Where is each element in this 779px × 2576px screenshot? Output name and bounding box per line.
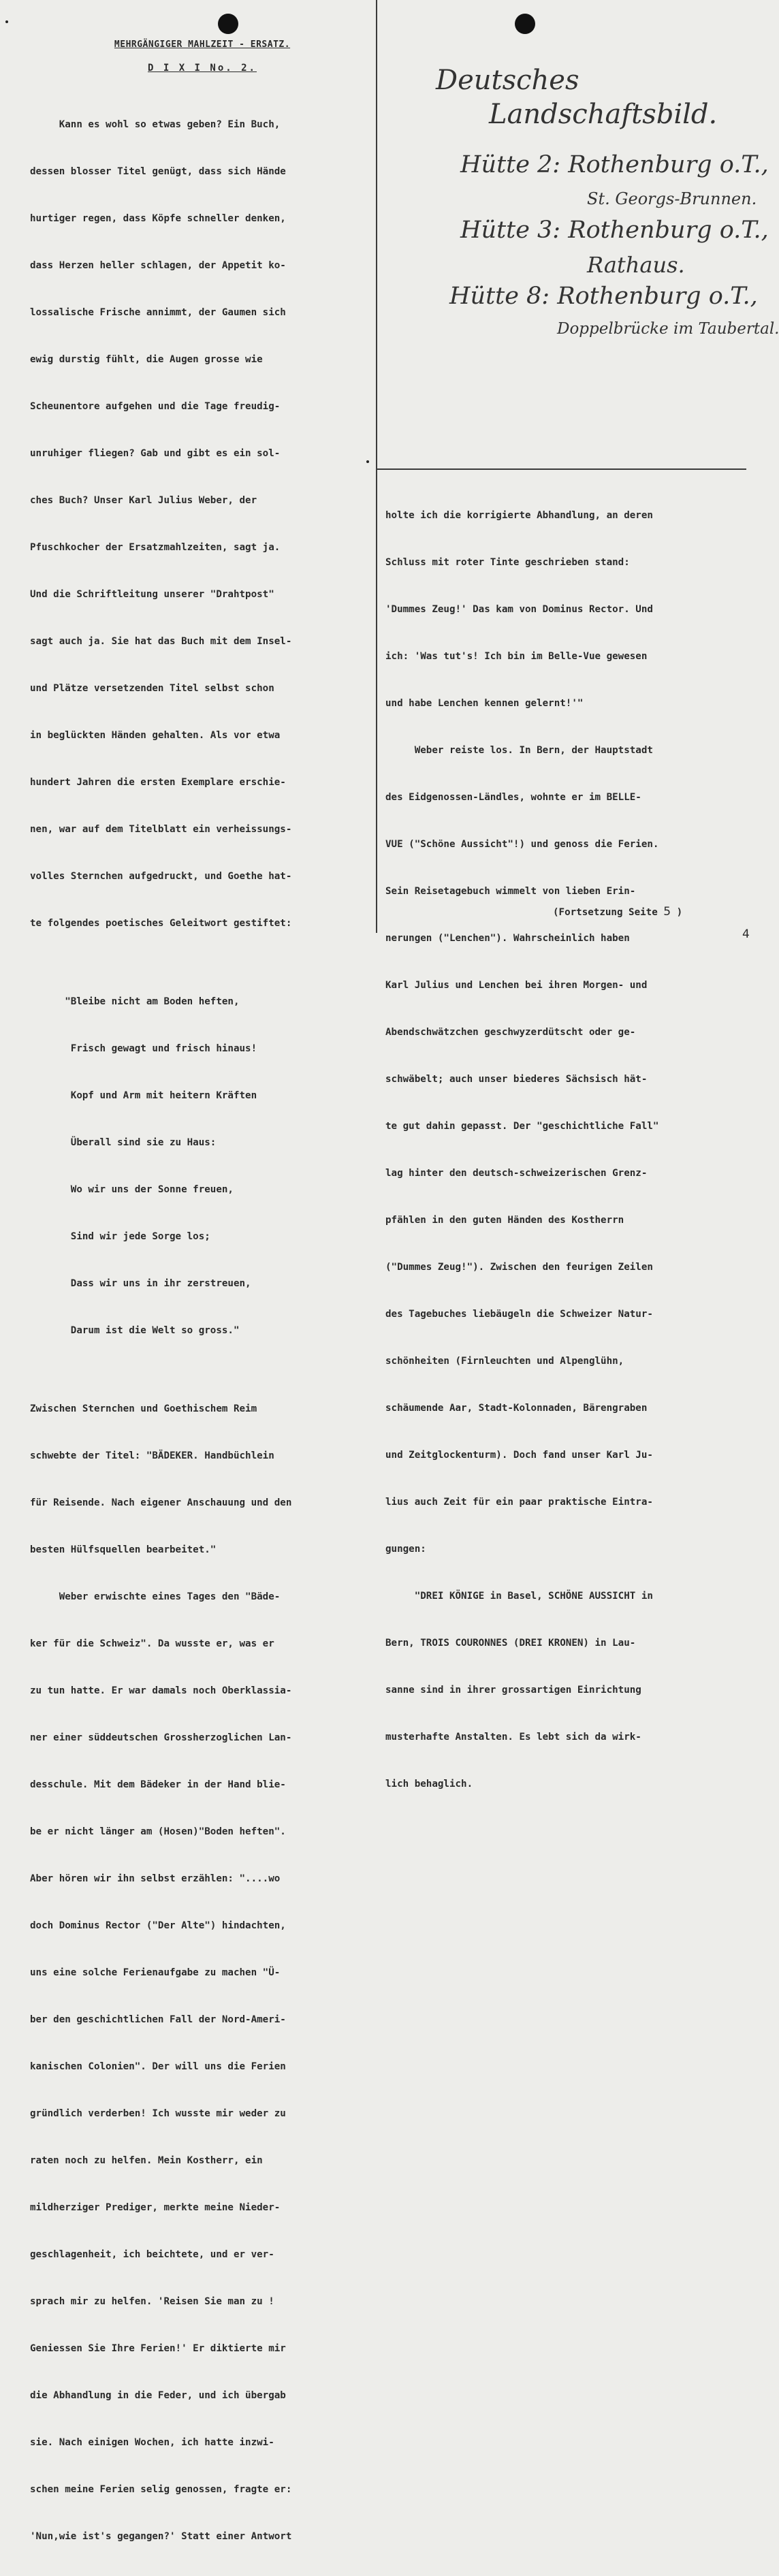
text-line: holte ich die korrigierte Abhandlung, an deren (385, 510, 653, 521)
text-line: uns eine solche Ferienaufgabe zu machen "Ü- (30, 1967, 281, 1978)
poem-line: Sind wir jede Sorge los; (30, 1231, 210, 1242)
punch-hole-left (218, 14, 238, 34)
text-line: lius auch Zeit für ein paar praktische Eintra- (385, 1497, 653, 1508)
text-line: nerungen ("Lenchen"). Wahrscheinlich haben (385, 933, 630, 944)
poem-line: Darum ist die Welt so gross." (30, 1325, 240, 1336)
text-line: ches Buch? Unser Karl Julius Weber, der (30, 495, 257, 506)
text-line: dass Herzen heller schlagen, der Appetit ko- (30, 260, 286, 271)
text-line: Scheunentore aufgehen und die Tage freudig- (30, 401, 281, 412)
article-title: MEHRGÄNGIGER MAHLZEIT - ERSATZ. (114, 39, 291, 50)
text-line: sagt auch ja. Sie hat das Buch mit dem Insel- (30, 636, 292, 647)
ink-speck (5, 20, 8, 23)
text-line: schönheiten (Firnleuchten und Alpenglühn, (385, 1356, 624, 1367)
text-line: Bern, TROIS COURONNES (DREI KRONEN) in Lau- (385, 1638, 636, 1649)
vertical-divider (376, 0, 377, 933)
poem-line: Dass wir uns in ihr zerstreuen, (30, 1278, 251, 1289)
text-line: "DREI KÖNIGE in Basel, SCHÖNE AUSSICHT in (385, 1591, 653, 1602)
handwritten-hut3-line2: Rathaus. (587, 252, 685, 278)
text-line: ber den geschichtlichen Fall der Nord-Ameri- (30, 2014, 286, 2025)
handwritten-heading-1: Deutsches (436, 65, 579, 96)
text-line: für Reisende. Nach eigener Anschauung und den (30, 1497, 292, 1508)
text-line: sprach mir zu helfen. 'Reisen Sie man zu ! (30, 2296, 274, 2307)
text-line: und habe Lenchen kennen gelernt!'" (385, 698, 584, 709)
text-line: mildherziger Prediger, merkte meine Nieder- (30, 2202, 281, 2213)
continued-close: ) (671, 907, 683, 918)
right-column (385, 477, 745, 1824)
continued-text: (Fortsetzung Seite (553, 907, 664, 918)
right-text-block (385, 477, 745, 1824)
text-line: dessen blosser Titel genügt, dass sich Hände (30, 166, 286, 177)
text-line: be er nicht länger am (Hosen)"Boden heften". (30, 1826, 286, 1837)
poem-line: "Bleibe nicht am Boden heften, (30, 996, 240, 1007)
text-line: desschule. Mit dem Bädeker in der Hand blie- (30, 1779, 286, 1790)
continued-page-number: 5 (663, 905, 671, 919)
text-line: 'Dummes Zeug!' Das kam von Dominus Rector. Und (385, 604, 653, 615)
text-line: geschlagenheit, ich beichtete, und er ver- (30, 2249, 274, 2260)
text-line: ner einer süddeutschen Grossherzoglichen Lan- (30, 1732, 292, 1743)
text-line: ker für die Schweiz". Da wusste er, was er (30, 1638, 274, 1649)
continued-note (553, 905, 682, 919)
text-line: hundert Jahren die ersten Exemplare erschie- (30, 777, 286, 788)
handwritten-hut2-line1: Hütte 2: Rothenburg o.T., (460, 151, 769, 178)
handwritten-hut8-line2: Doppelbrücke im Taubertal. (557, 320, 779, 338)
text-line: schwäbelt; auch unser biederes Sächsisch hät- (385, 1074, 648, 1085)
text-line: volles Sternchen aufgedruckt, und Goethe hat- (30, 871, 292, 882)
text-line: gungen: (385, 1544, 426, 1555)
handwritten-hut2-line2: St. Georgs-Brunnen. (587, 189, 757, 208)
page-number: 4 (742, 927, 750, 941)
text-line: Aber hören wir ihn selbst erzählen: "....wo (30, 1873, 281, 1884)
text-line: te gut dahin gepasst. Der "geschichtliche Fall" (385, 1121, 659, 1132)
text-line: ("Dummes Zeug!"). Zwischen den feurigen Zeilen (385, 1262, 653, 1273)
punch-hole-right (515, 14, 535, 34)
text-line: schwebte der Titel: "BÄDEKER. Handbüchlein (30, 1450, 274, 1461)
text-line: die Abhandlung in die Feder, und ich übergab (30, 2390, 286, 2401)
text-line: und Plätze versetzenden Titel selbst schon (30, 683, 274, 694)
text-line: Weber erwischte eines Tages den "Bäde- (30, 1591, 281, 1602)
text-line: Weber reiste los. In Bern, der Hauptstadt (385, 745, 653, 756)
text-line: kanischen Colonien". Der will uns die Ferien (30, 2061, 286, 2072)
text-line: unruhiger fliegen? Gab und gibt es ein sol- (30, 448, 281, 459)
text-line: lag hinter den deutsch-schweizerischen Grenz- (385, 1168, 648, 1179)
text-line: sanne sind in ihrer grossartigen Einrichtung (385, 1685, 641, 1696)
text-line: 'Nun,wie ist's gegangen?' Statt einer Antwort (30, 2531, 292, 2542)
text-line: te folgendes poetisches Geleitwort gestiftet: (30, 918, 292, 929)
text-line: sie. Nach einigen Wochen, ich hatte inzwi- (30, 2437, 274, 2448)
text-line: des Eidgenossen-Ländles, wohnte er im BELLE- (385, 792, 641, 803)
left-column (30, 34, 375, 2576)
handwritten-hut8-line1: Hütte 8: Rothenburg o.T., (449, 283, 758, 310)
text-line: raten noch zu helfen. Mein Kostherr, ein (30, 2155, 263, 2166)
text-line: Pfuschkocher der Ersatzmahlzeiten, sagt ja. (30, 542, 281, 553)
text-line: Schluss mit roter Tinte geschrieben stand: (385, 557, 630, 568)
poem-line: Kopf und Arm mit heitern Kräften (30, 1090, 257, 1101)
text-line: ich: 'Was tut's! Ich bin im Belle-Vue gewesen (385, 651, 648, 662)
text-line: musterhafte Anstalten. Es lebt sich da wirk- (385, 1732, 641, 1743)
text-line: Zwischen Sternchen und Goethischem Reim (30, 1403, 257, 1414)
text-line: Karl Julius und Lenchen bei ihren Morgen- und (385, 980, 648, 991)
handwritten-hut3-line1: Hütte 3: Rothenburg o.T., (460, 217, 769, 244)
left-text-block (30, 86, 375, 2576)
text-line: gründlich verderben! Ich wusste mir weder zu (30, 2108, 286, 2119)
goethe-poem (30, 963, 375, 1370)
text-line: in beglückten Händen gehalten. Als vor etwa (30, 730, 281, 741)
text-line: schäumende Aar, Stadt-Kolonnaden, Bärengraben (385, 1403, 648, 1414)
text-line: lich behaglich. (385, 1779, 473, 1790)
text-line: VUE ("Schöne Aussicht"!) und genoss die Ferien. (385, 839, 659, 850)
text-line: und Zeitglockenturm). Doch fand unser Karl Ju- (385, 1450, 653, 1461)
text-line: Geniessen Sie Ihre Ferien!' Er diktierte mir (30, 2343, 286, 2354)
text-line: besten Hülfsquellen bearbeitet." (30, 1544, 217, 1555)
article-subtitle: D I X I No. 2. (147, 63, 257, 74)
text-line: doch Dominus Rector ("Der Alte") hindachten, (30, 1920, 286, 1931)
text-line: Und die Schriftleitung unserer "Drahtpost" (30, 589, 274, 600)
text-line: ewig durstig fühlt, die Augen grosse wie (30, 354, 263, 365)
text-line: pfählen in den guten Händen des Kostherrn (385, 1215, 624, 1226)
text-line: zu tun hatte. Er war damals noch Oberklassia- (30, 1685, 292, 1696)
horizontal-divider (377, 468, 746, 470)
text-line: schen meine Ferien selig genossen, fragte er: (30, 2484, 292, 2495)
text-line: Sein Reisetagebuch wimmelt von lieben Erin- (385, 886, 636, 897)
text-line: Abendschwätzchen geschwyzerdütscht oder ge- (385, 1027, 636, 1038)
poem-line: Wo wir uns der Sonne freuen, (30, 1184, 234, 1195)
text-line: Kann es wohl so etwas geben? Ein Buch, (30, 119, 281, 130)
poem-line: Frisch gewagt und frisch hinaus! (30, 1043, 257, 1054)
text-line: lossalische Frische annimmt, der Gaumen sich (30, 307, 286, 318)
text-line: des Tagebuches liebäugeln die Schweizer Natur- (385, 1309, 653, 1320)
handwritten-heading-2: Landschaftsbild. (489, 99, 718, 130)
poem-line: Überall sind sie zu Haus: (30, 1137, 217, 1148)
text-line: hurtiger regen, dass Köpfe schneller denken, (30, 213, 286, 224)
text-line: nen, war auf dem Titelblatt ein verheissungs- (30, 824, 292, 835)
